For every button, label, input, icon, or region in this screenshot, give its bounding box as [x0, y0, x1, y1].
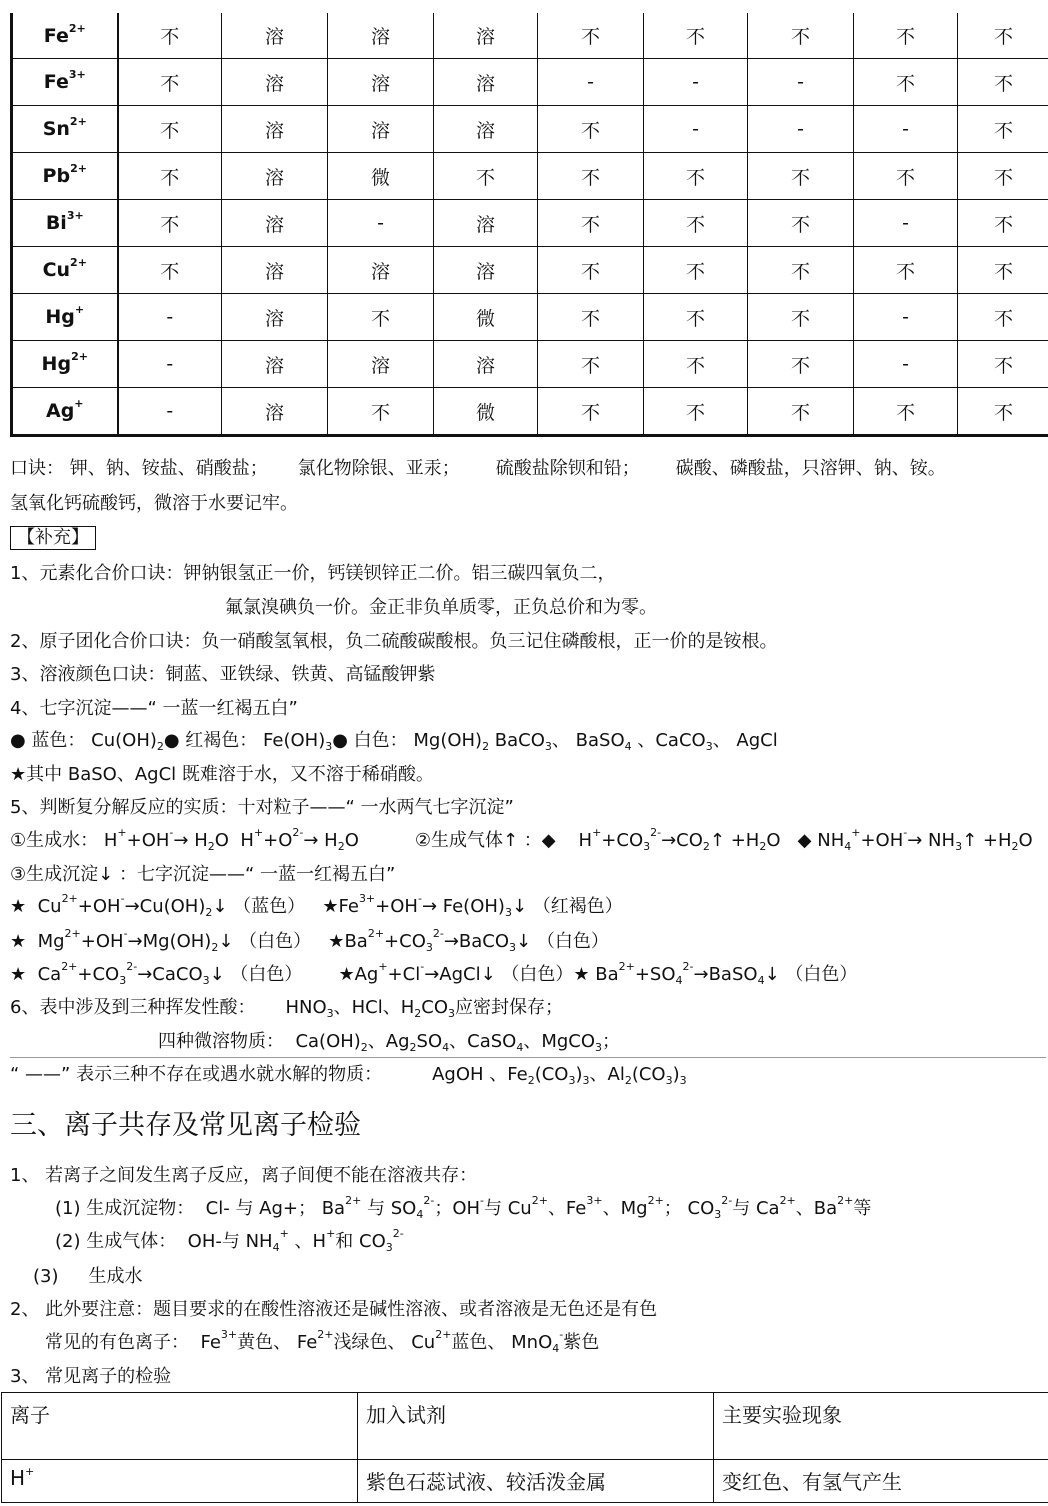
solubility-cell: 不	[538, 294, 644, 341]
solubility-cell: 不	[118, 247, 222, 294]
solubility-cell: 不	[958, 341, 1048, 388]
cation-charge: 2+	[69, 115, 87, 128]
ion-q1: 1、 若离子之间发生离子反应，离子间便不能在溶液共存：	[10, 1165, 478, 1186]
solubility-row	[12, 341, 1048, 388]
cation-symbol: Hg	[41, 353, 72, 375]
solubility-cell: 微	[328, 153, 434, 200]
solubility-row	[12, 13, 1048, 59]
solubility-cell: -	[328, 200, 434, 247]
solubility-cell: 不	[748, 341, 854, 388]
cation-symbol: Bi	[45, 212, 67, 234]
cation-charge: 2+	[68, 21, 86, 35]
ion-q1c-number: (3)	[33, 1266, 59, 1287]
slightly-soluble-label: 四种微溶物质：	[158, 1031, 284, 1052]
mnemonic-line-2: 氢氧化钙硫酸钙，微溶于水要记牢。	[10, 493, 298, 514]
ion-table-row	[2, 1460, 1048, 1503]
cation-symbol: Fe	[43, 71, 69, 93]
solubility-cell: 溶	[434, 341, 538, 388]
solubility-table	[10, 13, 1048, 437]
solubility-cell: -	[748, 106, 854, 153]
solubility-cell: 不	[538, 341, 644, 388]
solubility-cell: 溶	[222, 294, 328, 341]
divider	[10, 1057, 1046, 1058]
ion-q1a-line: (1) 生成沉淀物： Cl- 与 Ag+； $Ba^{2+}$ 与 $SO_4^{2-}$；OH-与 $Cu^{2+}$、$Fe^{3+}$、$Mg^{2+}$； $CO_3^{2-}$与 $Ca^{2+}$、$Ba^{2+}$等	[55, 1194, 872, 1221]
cation-symbol: Pb	[42, 165, 71, 187]
cation-symbol: Cu	[42, 259, 71, 281]
solubility-cell: 溶	[222, 106, 328, 153]
solubility-row	[12, 247, 1048, 294]
solubility-cell: 微	[434, 294, 538, 341]
supplement-p2: 2、原子团化合价口诀：负一硝酸氢氧根，负二硫酸碳酸根。负三记住磷酸根，正一价的是铵根。	[10, 631, 778, 652]
cation-charge: 3+	[66, 209, 84, 222]
cation-symbol: Fe	[43, 24, 69, 47]
cation-label	[12, 341, 118, 388]
solubility-row	[12, 59, 1048, 106]
mnemonic-part-a: 口诀： 钾、钠、铵盐、硝酸盐；	[10, 458, 268, 479]
solubility-row	[12, 153, 1048, 200]
solubility-cell: 不	[958, 294, 1048, 341]
solubility-cell: 不	[748, 13, 854, 59]
solubility-cell: 不	[538, 13, 644, 59]
solubility-cell: 不	[748, 200, 854, 247]
cation-charge: +	[74, 303, 85, 316]
ion-q1c-line	[33, 1266, 143, 1288]
supplement-p1b: 氟氯溴碘负一价。金正非负单质零，正负总价和为零。	[225, 597, 657, 618]
precip-eq-line-2: ★ $Mg^{2+}+OH^-\to Mg(OH)_2↓$ （白色） $★Ba^{2+}+CO_3^{2-}\to BaCO_3↓$ （白色）	[10, 927, 609, 954]
solubility-cell: 溶	[222, 59, 328, 106]
cation-charge: 2+	[71, 350, 88, 363]
solubility-cell: -	[644, 106, 748, 153]
solubility-row	[12, 388, 1048, 436]
solubility-table-body	[12, 13, 1048, 436]
solubility-cell: 溶	[434, 59, 538, 106]
cation-charge: 2+	[70, 162, 87, 175]
cation-symbol: Hg	[45, 306, 75, 328]
solubility-cell: 溶	[222, 247, 328, 294]
solubility-cell: -	[644, 59, 748, 106]
ion-q3: 3、 常见离子的检验	[10, 1366, 172, 1387]
solubility-cell: 不	[538, 106, 644, 153]
cation-label	[12, 153, 118, 200]
solubility-cell: 不	[118, 59, 222, 106]
cation-label	[12, 106, 118, 153]
cation-symbol: Sn	[42, 118, 70, 140]
solubility-cell: -	[854, 200, 958, 247]
solubility-cell: 不	[854, 153, 958, 200]
nonexistent-line: “ ——” 表示三种不存在或遇水就水解的物质： AgOH 、$Fe_2(CO_3)_3$、$Al_2(CO_3)_3$	[10, 1064, 687, 1087]
supplement-p4: 4、七字沉淀——“ 一蓝一红褐五白”	[10, 698, 298, 719]
solubility-cell: 不	[958, 153, 1048, 200]
solubility-cell: 不	[958, 13, 1048, 59]
solubility-cell: 溶	[222, 388, 328, 436]
cation-charge: 2+	[70, 256, 87, 269]
solubility-cell: 不	[748, 153, 854, 200]
solubility-cell: 不	[328, 388, 434, 436]
precip-eq-line-1: ★ $Cu^{2+}+OH^-\to Cu(OH)_2↓$ （蓝色） $★Fe^{3+}+OH^-\to$ $Fe(OH)_3↓$ （红褐色）	[10, 892, 623, 919]
solubility-cell: -	[748, 59, 854, 106]
solubility-cell: 溶	[222, 200, 328, 247]
solubility-cell: 不	[538, 200, 644, 247]
volatile-acids-label: 6、表中涉及到三种挥发性酸：	[10, 997, 256, 1018]
solubility-cell: 溶	[222, 13, 328, 59]
solubility-row	[12, 200, 1048, 247]
supplement-p6: 5、判断复分解反应的实质：十对粒子——“ 一水两气七字沉淀”	[10, 797, 514, 818]
supplement-p5: ★其中 BaSO、AgCl 既难溶于水，又不溶于稀硝酸。	[10, 764, 434, 785]
supplement-p7: ③生成沉淀↓ ：七字沉淀——“ 一蓝一红褐五白”	[10, 864, 396, 885]
solubility-cell: 不	[644, 294, 748, 341]
supplement-tag	[10, 526, 96, 550]
ion-q1a-label: (1) 生成沉淀物：	[55, 1198, 195, 1219]
solubility-cell: -	[118, 341, 222, 388]
solubility-cell: 溶	[328, 59, 434, 106]
solubility-cell: 不	[644, 153, 748, 200]
solubility-cell: 不	[958, 59, 1048, 106]
cation-charge: +	[74, 397, 84, 410]
solubility-cell: 不	[118, 200, 222, 247]
ion-table-cell-ion: H+	[2, 1460, 358, 1503]
ion-table-cell-reagent: 紫色石蕊试液、较活泼金属	[358, 1460, 714, 1503]
ion-q1c-label: 生成水	[88, 1266, 143, 1287]
solubility-cell: 不	[538, 247, 644, 294]
solubility-cell: -	[118, 294, 222, 341]
solubility-cell: 溶	[222, 341, 328, 388]
solubility-cell: -	[854, 294, 958, 341]
solubility-cell: 不	[748, 247, 854, 294]
ion-table-header-ion: 离子	[2, 1393, 358, 1460]
solubility-cell: 不	[118, 13, 222, 59]
cation-label	[12, 13, 118, 59]
solubility-cell: 不	[644, 247, 748, 294]
cation-charge: 3+	[68, 68, 86, 81]
solubility-cell: 不	[854, 59, 958, 106]
precip-eq-line-3: ★ $Ca^{2+}+CO_3^{2-}\to CaCO_3↓$ （白色） ★Ag++Cl-→AgCl↓ （白色）★ $Ba^{2+}+SO_4^{2-}\to BaSO_4↓$ （白色）	[10, 960, 858, 987]
solubility-cell: 溶	[434, 200, 538, 247]
cation-symbol: Ag	[45, 400, 75, 422]
solubility-cell: 不	[958, 247, 1048, 294]
solubility-cell: 不	[748, 294, 854, 341]
ion-table-ion-symbol: H	[10, 1466, 26, 1490]
solubility-cell: 溶	[434, 13, 538, 59]
solubility-cell: 不	[854, 247, 958, 294]
solubility-cell: 不	[644, 200, 748, 247]
cation-label	[12, 294, 118, 341]
solubility-cell: 不	[958, 200, 1048, 247]
solubility-cell: 溶	[434, 247, 538, 294]
section-heading: 三、离子共存及常见离子检验	[10, 1110, 361, 1141]
supplement-p3: 3、溶液颜色口诀：铜蓝、亚铁绿、铁黄、高锰酸钾紫	[10, 664, 436, 685]
solubility-cell: 不	[644, 13, 748, 59]
cation-label	[12, 388, 118, 436]
solubility-cell: -	[854, 106, 958, 153]
solubility-cell: 溶	[222, 153, 328, 200]
solubility-cell: 不	[958, 388, 1048, 436]
slightly-soluble-line: 四种微溶物质： $Ca(OH)_2$、$Ag_2SO_4$、CaSO$_4$、MgCO$_3$；	[158, 1031, 621, 1054]
mnemonic-part-c: 硫酸盐除钡和铅；	[495, 458, 640, 479]
solubility-cell: 不	[854, 388, 958, 436]
mnemonic-part-b: 氯化物除银、亚汞；	[297, 458, 460, 479]
solubility-cell: 溶	[328, 341, 434, 388]
supplement-p1: 1、元素化合价口诀：钾钠银氢正一价，钙镁钡锌正二价。铝三碳四氧负二，	[10, 563, 616, 584]
solubility-cell: 溶	[328, 13, 434, 59]
solubility-cell: 不	[748, 388, 854, 436]
supplement-tag-label: 【补充】	[10, 526, 96, 550]
solubility-cell: 不	[644, 341, 748, 388]
colored-ions-line: 常见的有色离子： $Fe^{3+}$黄色、 $Fe^{2+}$浅绿色、 $Cu^{2+}$蓝色、 MnO$_4$-紫色	[45, 1328, 600, 1355]
volatile-acids-line: 6、表中涉及到三种挥发性酸： $HNO_3$、HCl、$H_2CO_3$应密封保存；	[10, 997, 564, 1020]
cation-label	[12, 59, 118, 106]
solubility-cell: 不	[118, 106, 222, 153]
ion-q1b-label: (2) 生成气体：	[55, 1231, 177, 1252]
colored-ions-label: 常见的有色离子：	[45, 1332, 189, 1353]
ion-q1b-line: (2) 生成气体： OH-与 $NH_4^+$ 、H+和 $CO_3^{2-}$	[55, 1227, 404, 1254]
solubility-row	[12, 106, 1048, 153]
solubility-cell: -	[854, 341, 958, 388]
solubility-cell: 不	[538, 388, 644, 436]
solubility-cell: 不	[434, 153, 538, 200]
cation-label	[12, 247, 118, 294]
solubility-cell: -	[118, 388, 222, 436]
mnemonic-line-1	[10, 458, 946, 480]
solubility-cell: 溶	[434, 106, 538, 153]
solubility-cell: 不	[118, 153, 222, 200]
ion-table-header-phenomenon: 主要实验现象	[714, 1393, 1048, 1460]
ion-table-header-row	[2, 1393, 1048, 1460]
solubility-cell: 不	[644, 388, 748, 436]
water-gas-line: ①生成水： $H^++OH^-\to H_2O$ $H^++O^{2-}\to H_2O$ ②生成气体↑ ：◆ $H^++CO_3^{2-}\to CO_2↑ +H_2O$ ◆ $NH_4^++OH^-\to$ $NH_3↑ +H_2O$	[10, 826, 1033, 853]
solubility-cell: 溶	[328, 247, 434, 294]
solubility-cell: 微	[434, 388, 538, 436]
ion-q2: 2、 此外要注意：题目要求的在酸性溶液还是碱性溶液、或者溶液是无色还是有色	[10, 1299, 658, 1320]
ion-table-header-reagent: 加入试剂	[358, 1393, 714, 1460]
solubility-cell: 不	[854, 13, 958, 59]
solubility-cell: 不	[538, 153, 644, 200]
nonexistent-label: “ ——” 表示三种不存在或遇水就水解的物质：	[10, 1064, 383, 1085]
ion-table-cell-phenomenon: 变红色、有氢气产生	[714, 1460, 1048, 1503]
solubility-cell: 不	[958, 106, 1048, 153]
ion-test-table	[1, 1392, 1048, 1503]
precipitate-colors-line: ● 蓝色： $Cu(OH)_2●$ 红褐色： $Fe(OH)_3●$ 白色： $Mg(OH)_2$ BaCO$_3$、 BaSO$_4$ 、CaCO$_3$、 AgCl	[10, 730, 778, 753]
solubility-cell: 不	[328, 294, 434, 341]
mnemonic-part-d: 碳酸、磷酸盐，只溶钾、钠、铵。	[675, 458, 946, 479]
solubility-cell: 溶	[328, 106, 434, 153]
solubility-row	[12, 294, 1048, 341]
solubility-cell: -	[538, 59, 644, 106]
cation-label	[12, 200, 118, 247]
